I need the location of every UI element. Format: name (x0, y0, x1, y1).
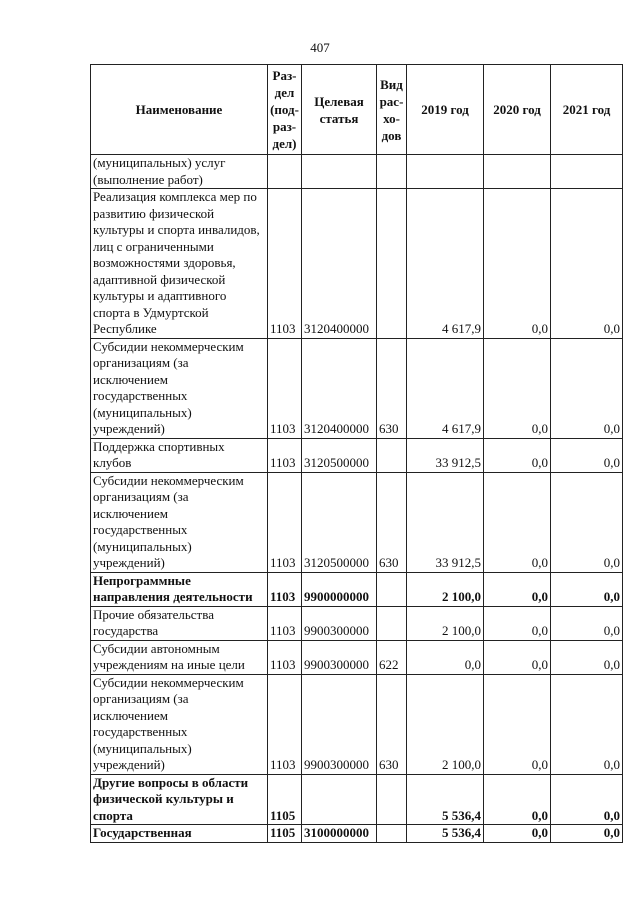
row-name: Другие вопросы в области физической культуры и спорта (91, 774, 268, 825)
row-section: 1103 (268, 438, 302, 472)
row-2020: 0,0 (484, 774, 551, 825)
row-section: 1103 (268, 674, 302, 774)
row-name: Поддержка спортивных клубов (91, 438, 268, 472)
row-expense (377, 825, 407, 843)
header-section-line: дел (274, 85, 295, 100)
header-year-2021: 2021 год (551, 65, 623, 155)
row-2020: 0,0 (484, 472, 551, 572)
row-section: 1103 (268, 572, 302, 606)
row-expense (377, 572, 407, 606)
row-target: 9900000000 (302, 572, 377, 606)
row-section: 1103 (268, 640, 302, 674)
row-target (302, 774, 377, 825)
header-expense-line: рас- (379, 93, 404, 109)
budget-table (90, 64, 623, 843)
row-section: 1103 (268, 189, 302, 339)
header-section (268, 65, 302, 155)
header-section-line: Раз- (272, 68, 297, 83)
header-name: Наименование (91, 65, 268, 155)
row-expense (377, 189, 407, 339)
row-2020: 0,0 (484, 640, 551, 674)
row-target: 3120500000 (302, 472, 377, 572)
row-section: 1105 (268, 825, 302, 843)
row-name: Государственная (91, 825, 268, 843)
table-row (91, 825, 623, 843)
row-expense: 622 (377, 640, 407, 674)
row-2021: 0,0 (551, 338, 623, 438)
page-number: 407 (310, 40, 330, 55)
table-row (91, 674, 623, 774)
row-2020: 0,0 (484, 338, 551, 438)
header-section-line: (под- (270, 102, 299, 117)
row-2019: 4 617,9 (407, 338, 484, 438)
row-name: Прочие обязательства государства (91, 606, 268, 640)
header-target-line: статья (319, 110, 359, 126)
row-2021: 0,0 (551, 606, 623, 640)
table-header-row (91, 65, 623, 155)
row-2021: 0,0 (551, 774, 623, 825)
row-target: 9900300000 (302, 674, 377, 774)
row-target: 9900300000 (302, 606, 377, 640)
row-2019: 2 100,0 (407, 572, 484, 606)
row-expense: 630 (377, 674, 407, 774)
row-target: 3120400000 (302, 338, 377, 438)
row-section: 1103 (268, 338, 302, 438)
row-2020: 0,0 (484, 189, 551, 339)
row-target (302, 155, 377, 189)
header-year-2019: 2019 год (407, 65, 484, 155)
row-2020: 0,0 (484, 825, 551, 843)
row-2019: 2 100,0 (407, 606, 484, 640)
row-2020 (484, 155, 551, 189)
row-2021: 0,0 (551, 472, 623, 572)
header-expense-line: дов (381, 127, 402, 143)
row-2019: 2 100,0 (407, 674, 484, 774)
row-target: 3100000000 (302, 825, 377, 843)
header-target (302, 65, 377, 155)
table-row (91, 189, 623, 339)
table-row (91, 472, 623, 572)
row-name: Субсидии некоммерческим организациям (за исключением государственных (муниципальных) учреждений) (91, 674, 268, 774)
header-expense (377, 65, 407, 155)
header-year-2020: 2020 год (484, 65, 551, 155)
row-section: 1105 (268, 774, 302, 825)
header-section-line: дел) (272, 136, 297, 151)
table-row (91, 640, 623, 674)
row-expense (377, 606, 407, 640)
header-expense-line: хо- (383, 110, 400, 126)
row-name: Субсидии некоммерческим организациям (за исключением государственных (муниципальных) учреждений) (91, 338, 268, 438)
row-2020: 0,0 (484, 606, 551, 640)
row-2021: 0,0 (551, 189, 623, 339)
row-name: Непрограммные направления деятельности (91, 572, 268, 606)
row-name: Реализация комплекса мер по развитию физической культуры и спорта инвалидов, лиц с ограниченными возможностями здоровья, адаптивной физической культуры и адаптивного спорта в Удмуртской Республике (91, 189, 268, 339)
row-expense: 630 (377, 472, 407, 572)
table-row (91, 572, 623, 606)
row-2021: 0,0 (551, 572, 623, 606)
row-expense (377, 155, 407, 189)
row-2021: 0,0 (551, 825, 623, 843)
row-section: 1103 (268, 606, 302, 640)
row-expense (377, 438, 407, 472)
row-name: Субсидии автономным учреждениям на иные цели (91, 640, 268, 674)
row-name: Субсидии некоммерческим организациям (за исключением государственных (муниципальных) учреждений) (91, 472, 268, 572)
header-target-line: Целевая (314, 93, 364, 109)
row-2019: 33 912,5 (407, 438, 484, 472)
table-row (91, 338, 623, 438)
row-2021: 0,0 (551, 674, 623, 774)
header-expense-line: Вид (380, 76, 403, 92)
row-2019: 5 536,4 (407, 774, 484, 825)
row-target: 3120400000 (302, 189, 377, 339)
row-target: 9900300000 (302, 640, 377, 674)
row-2021 (551, 155, 623, 189)
table-row (91, 774, 623, 825)
header-section-line: раз- (272, 119, 297, 134)
table-row (91, 606, 623, 640)
row-2020: 0,0 (484, 572, 551, 606)
row-2019: 4 617,9 (407, 189, 484, 339)
row-2021: 0,0 (551, 640, 623, 674)
row-2020: 0,0 (484, 438, 551, 472)
row-2019: 33 912,5 (407, 472, 484, 572)
row-section (268, 155, 302, 189)
row-2019: 0,0 (407, 640, 484, 674)
row-name: (муниципальных) услуг (выполнение работ) (91, 155, 268, 189)
row-target: 3120500000 (302, 438, 377, 472)
row-2020: 0,0 (484, 674, 551, 774)
row-expense (377, 774, 407, 825)
row-section: 1103 (268, 472, 302, 572)
table-row (91, 155, 623, 189)
row-expense: 630 (377, 338, 407, 438)
row-2019 (407, 155, 484, 189)
table-row (91, 438, 623, 472)
row-2019: 5 536,4 (407, 825, 484, 843)
row-2021: 0,0 (551, 438, 623, 472)
